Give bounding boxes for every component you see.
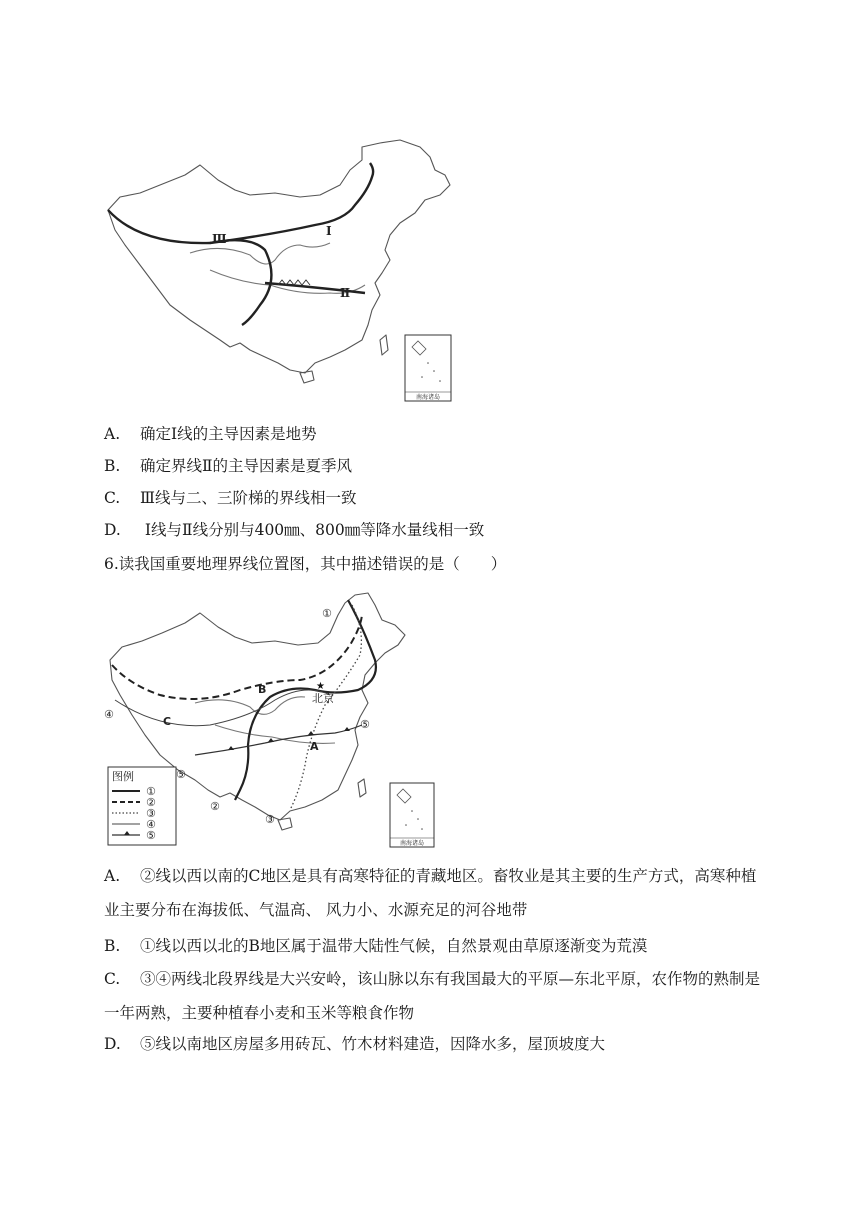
option-letter: D. (104, 521, 121, 539)
taiwan-island (380, 335, 388, 355)
label-line-4: ④ (104, 708, 114, 721)
hainan-island (300, 371, 314, 383)
label-line-2: ② (210, 800, 220, 813)
option-b[interactable] (104, 455, 352, 477)
label-line-5-west: ⑤ (176, 768, 186, 781)
option-a[interactable] (104, 423, 317, 445)
option-letter: C. (104, 489, 121, 507)
line-3 (290, 605, 361, 810)
option-letter: B. (104, 457, 121, 475)
legend-item: ④ (146, 818, 156, 831)
option-text: ⑤线以南地区房屋多用砖瓦、竹木材料建造，因降水多，屋顶坡度大 (140, 1035, 606, 1053)
legend-title: 图例 (112, 770, 134, 783)
inset-caption: 南海诸岛 (415, 394, 441, 401)
label-II: Ⅱ (340, 286, 351, 300)
label-III: Ⅲ (212, 232, 227, 246)
legend-item: ② (146, 796, 156, 809)
line-I (210, 163, 373, 243)
line-III (108, 210, 271, 325)
map-boundary-lines-2 (100, 585, 450, 850)
inset-caption: 南海诸岛 (399, 840, 425, 847)
legend-item: ① (146, 785, 156, 798)
option-text: Ⅰ线与Ⅱ线分别与400㎜、800㎜等降水量线相一致 (140, 521, 485, 539)
legend-item: ③ (146, 807, 156, 820)
beijing-star-icon: ★ (316, 681, 325, 692)
legend (108, 767, 176, 845)
label-line-5-east: ⑤ (360, 718, 370, 731)
option-letter: B. (104, 937, 121, 955)
option-text: 确定界线Ⅱ的主导因素是夏季风 (140, 457, 353, 475)
option-text: 确定Ⅰ线的主导因素是地势 (140, 425, 317, 443)
taiwan-island (358, 779, 366, 797)
label-beijing: 北京 (312, 692, 334, 705)
map-boundary-lines-1 (100, 135, 470, 410)
option-text: ③④两线北段界线是大兴安岭，该山脉以东有我国最大的平原—东北平原，农作物的熟制是一年两熟，主要种植春小麦和玉米等粮食作物 (104, 970, 761, 1022)
option-text: ②线以西以南的C地区是具有高寒特征的青藏地区。畜牧业是其主要的生产方式，高寒种植业主要分布在海拔低、气温高、 风力小、水源充足的河谷地带 (104, 867, 757, 919)
label-I: Ⅰ (326, 224, 332, 238)
line-5 (195, 725, 362, 755)
label-region-b: B (258, 683, 267, 696)
label-region-c: C (163, 715, 172, 728)
option-letter: A. (104, 425, 121, 443)
option-letter: D. (104, 1035, 121, 1053)
option-a[interactable] (104, 859, 768, 927)
label-region-a: A (310, 740, 319, 753)
china-outline (108, 140, 450, 373)
question-6-stem: 6.读我国重要地理界线位置图，其中描述错误的是（ ） (104, 555, 507, 573)
option-d[interactable] (104, 1033, 605, 1055)
option-text: Ⅲ线与二、三阶梯的界线相一致 (140, 489, 357, 507)
option-text: ①线以西以北的B地区属于温带大陆性气候，自然景观由草原逐渐变为荒漠 (140, 937, 648, 955)
option-c[interactable] (104, 487, 356, 509)
line-1 (235, 600, 376, 800)
river (195, 697, 305, 715)
option-letter: C. (104, 970, 121, 988)
label-line-3: ③ (265, 813, 275, 826)
option-letter: A. (104, 867, 121, 885)
label-line-1: ① (322, 607, 332, 620)
legend-item: ⑤ (146, 829, 156, 842)
option-b[interactable] (104, 935, 647, 957)
option-c[interactable] (104, 962, 768, 1030)
hainan-island (278, 818, 292, 830)
line-4 (115, 690, 330, 726)
option-d[interactable] (104, 519, 484, 541)
